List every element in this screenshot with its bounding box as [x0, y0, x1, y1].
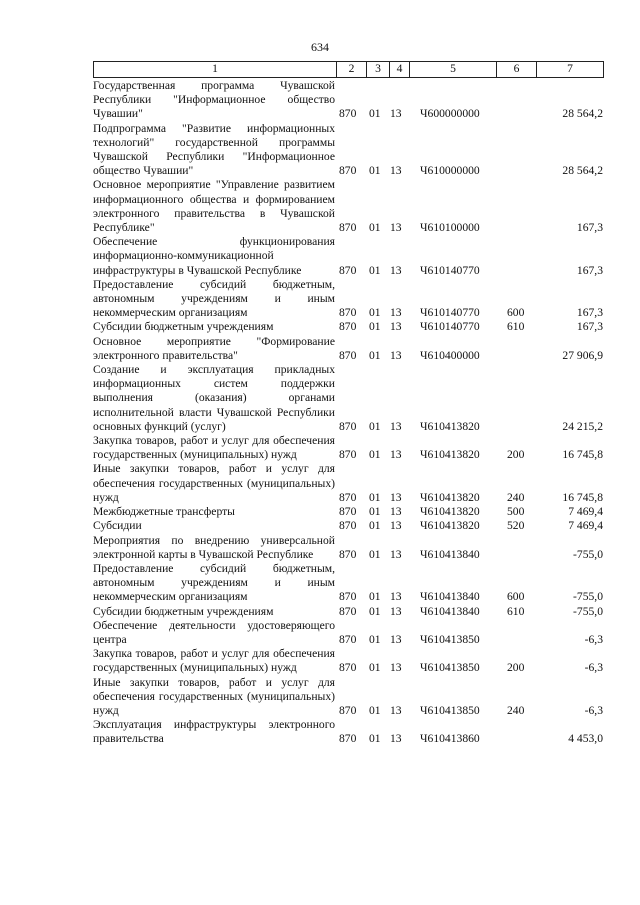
table-row	[93, 434, 604, 462]
row-description: Субсидии бюджетным учреждениям	[93, 604, 274, 618]
table-row	[93, 122, 604, 179]
cell-ministry: 870	[339, 703, 357, 717]
table-row	[93, 462, 604, 505]
cell-ministry: 870	[339, 632, 357, 646]
cell-amount: 7 469,4	[568, 519, 603, 533]
cell-amount: 4 453,0	[568, 732, 603, 746]
cell-target-article: Ч610413840	[420, 590, 480, 604]
cell-target-article: Ч610413820	[420, 448, 480, 462]
cell-section: 01	[369, 661, 381, 675]
header-col-1: 1	[93, 62, 337, 77]
table-row	[93, 335, 604, 363]
cell-section: 01	[369, 320, 381, 334]
table-row	[93, 562, 604, 605]
cell-amount: 28 564,2	[562, 107, 603, 121]
cell-expense-type: 240	[507, 490, 525, 504]
cell-section: 01	[369, 732, 381, 746]
cell-target-article: Ч610413850	[420, 632, 480, 646]
table-row	[93, 718, 604, 746]
cell-subsection: 13	[390, 263, 402, 277]
cell-target-article: Ч610413840	[420, 547, 480, 561]
cell-expense-type: 200	[507, 448, 525, 462]
cell-target-article: Ч610413850	[420, 703, 480, 717]
cell-expense-type: 500	[507, 505, 525, 519]
row-description: Обеспечение функционирования информационно-коммуникационной инфраструктуры в Чувашской Республике	[93, 235, 335, 277]
cell-section: 01	[369, 221, 381, 235]
cell-expense-type: 600	[507, 306, 525, 320]
cell-subsection: 13	[390, 419, 402, 433]
cell-section: 01	[369, 419, 381, 433]
cell-target-article: Ч610000000	[420, 164, 480, 178]
cell-subsection: 13	[390, 320, 402, 334]
cell-target-article: Ч610413860	[420, 732, 480, 746]
cell-amount: -755,0	[573, 590, 603, 604]
cell-section: 01	[369, 306, 381, 320]
cell-subsection: 13	[390, 348, 402, 362]
cell-section: 01	[369, 164, 381, 178]
row-description: Мероприятия по внедрению универсальной электронной карты в Чувашской Республике	[93, 533, 335, 561]
cell-ministry: 870	[339, 306, 357, 320]
cell-amount: 167,3	[576, 306, 603, 320]
row-description: Предоставление субсидий бюджетным, автономным учреждениям и иным некоммерческим организациям	[93, 561, 335, 604]
cell-subsection: 13	[390, 604, 402, 618]
cell-subsection: 13	[390, 505, 402, 519]
table-row	[93, 519, 604, 533]
table-row	[93, 278, 604, 321]
cell-section: 01	[369, 348, 381, 362]
cell-ministry: 870	[339, 604, 357, 618]
row-description: Иные закупки товаров, работ и услуг для обеспечения государственных (муниципальных) нужд	[93, 675, 335, 717]
cell-amount: 28 564,2	[562, 164, 603, 178]
cell-section: 01	[369, 490, 381, 504]
header-col-4: 4	[390, 62, 410, 77]
table-row	[93, 676, 604, 719]
table-row	[93, 605, 604, 619]
table-row	[93, 178, 604, 235]
cell-target-article: Ч610140770	[420, 263, 480, 277]
table-row	[93, 534, 604, 562]
cell-ministry: 870	[339, 419, 357, 433]
cell-amount: 7 469,4	[568, 505, 603, 519]
cell-target-article: Ч610140770	[420, 320, 480, 334]
cell-expense-type: 610	[507, 320, 525, 334]
cell-subsection: 13	[390, 547, 402, 561]
cell-ministry: 870	[339, 263, 357, 277]
row-description: Иные закупки товаров, работ и услуг для обеспечения государственных (муниципальных) нужд	[93, 462, 335, 504]
cell-ministry: 870	[339, 348, 357, 362]
cell-amount: -6,3	[584, 703, 603, 717]
table-row	[93, 619, 604, 647]
cell-amount: -755,0	[573, 604, 603, 618]
cell-section: 01	[369, 547, 381, 561]
cell-target-article: Ч600000000	[420, 107, 480, 121]
cell-section: 01	[369, 703, 381, 717]
cell-subsection: 13	[390, 590, 402, 604]
cell-subsection: 13	[390, 448, 402, 462]
cell-ministry: 870	[339, 448, 357, 462]
cell-section: 01	[369, 519, 381, 533]
cell-expense-type: 600	[507, 590, 525, 604]
header-col-7: 7	[537, 62, 604, 77]
cell-ministry: 870	[339, 107, 357, 121]
cell-amount: 167,3	[576, 221, 603, 235]
cell-section: 01	[369, 604, 381, 618]
cell-subsection: 13	[390, 164, 402, 178]
cell-target-article: Ч610100000	[420, 221, 480, 235]
budget-table	[93, 79, 604, 747]
cell-target-article: Ч610413820	[420, 490, 480, 504]
row-description: Создание и эксплуатация прикладных информационных систем поддержки выполнения (оказания) органами исполнительной власти Чувашской Республики основных функций (услуг)	[93, 363, 335, 433]
cell-amount: 16 745,8	[562, 448, 603, 462]
cell-ministry: 870	[339, 320, 357, 334]
cell-amount: -6,3	[584, 632, 603, 646]
cell-amount: 16 745,8	[562, 490, 603, 504]
cell-section: 01	[369, 107, 381, 121]
cell-amount: 27 906,9	[562, 348, 603, 362]
header-col-3: 3	[367, 62, 390, 77]
row-description: Субсидии бюджетным учреждениям	[93, 320, 274, 334]
cell-target-article: Ч610140770	[420, 306, 480, 320]
row-description: Основное мероприятие "Формирование электронного правительства"	[93, 334, 335, 362]
cell-target-article: Ч610413840	[420, 604, 480, 618]
cell-ministry: 870	[339, 661, 357, 675]
cell-section: 01	[369, 505, 381, 519]
cell-ministry: 870	[339, 221, 357, 235]
cell-expense-type: 610	[507, 604, 525, 618]
cell-ministry: 870	[339, 590, 357, 604]
row-description: Государственная программа Чувашской Республики "Информационное общество Чувашии"	[93, 79, 335, 121]
cell-target-article: Ч610413820	[420, 519, 480, 533]
cell-target-article: Ч610400000	[420, 348, 480, 362]
table-row	[93, 647, 604, 675]
table-header	[93, 61, 604, 78]
row-description: Предоставление субсидий бюджетным, автономным учреждениям и иным некоммерческим организациям	[93, 277, 335, 320]
cell-section: 01	[369, 632, 381, 646]
cell-ministry: 870	[339, 519, 357, 533]
table-row	[93, 363, 604, 434]
cell-target-article: Ч610413820	[420, 419, 480, 433]
cell-subsection: 13	[390, 306, 402, 320]
cell-ministry: 870	[339, 505, 357, 519]
cell-section: 01	[369, 448, 381, 462]
cell-target-article: Ч610413850	[420, 661, 480, 675]
cell-amount: -755,0	[573, 547, 603, 561]
cell-section: 01	[369, 590, 381, 604]
cell-subsection: 13	[390, 490, 402, 504]
header-col-5: 5	[410, 62, 497, 77]
row-description: Субсидии	[93, 519, 142, 533]
table-row	[93, 320, 604, 334]
cell-subsection: 13	[390, 221, 402, 235]
row-description: Обеспечение деятельности удостоверяющего центра	[93, 618, 335, 646]
cell-subsection: 13	[390, 703, 402, 717]
page-number: 634	[311, 40, 329, 54]
cell-amount: 167,3	[576, 320, 603, 334]
table-row	[93, 505, 604, 519]
cell-ministry: 870	[339, 490, 357, 504]
row-description: Закупка товаров, работ и услуг для обеспечения государственных (муниципальных) нужд	[93, 434, 335, 462]
row-description: Эксплуатация инфраструктуры электронного правительства	[93, 718, 335, 746]
table-row	[93, 79, 604, 122]
cell-ministry: 870	[339, 547, 357, 561]
row-description: Закупка товаров, работ и услуг для обеспечения государственных (муниципальных) нужд	[93, 647, 335, 675]
cell-subsection: 13	[390, 107, 402, 121]
cell-subsection: 13	[390, 732, 402, 746]
row-description: Основное мероприятие "Управление развитием информационного общества и формированием электронного правительства в Чувашской Республике"	[93, 178, 335, 235]
cell-subsection: 13	[390, 661, 402, 675]
header-col-6: 6	[497, 62, 537, 77]
row-description: Межбюджетные трансферты	[93, 505, 235, 519]
cell-expense-type: 200	[507, 661, 525, 675]
cell-subsection: 13	[390, 632, 402, 646]
cell-subsection: 13	[390, 519, 402, 533]
cell-section: 01	[369, 263, 381, 277]
header-col-2: 2	[337, 62, 367, 77]
cell-amount: -6,3	[584, 661, 603, 675]
cell-amount: 24 215,2	[562, 419, 603, 433]
cell-expense-type: 520	[507, 519, 525, 533]
cell-ministry: 870	[339, 164, 357, 178]
row-description: Подпрограмма "Развитие информационных технологий" государственной программы Чувашской Республики "Информационное общество Чувашии"	[93, 121, 335, 178]
table-row	[93, 235, 604, 278]
cell-target-article: Ч610413820	[420, 505, 480, 519]
cell-expense-type: 240	[507, 703, 525, 717]
cell-ministry: 870	[339, 732, 357, 746]
cell-amount: 167,3	[576, 263, 603, 277]
